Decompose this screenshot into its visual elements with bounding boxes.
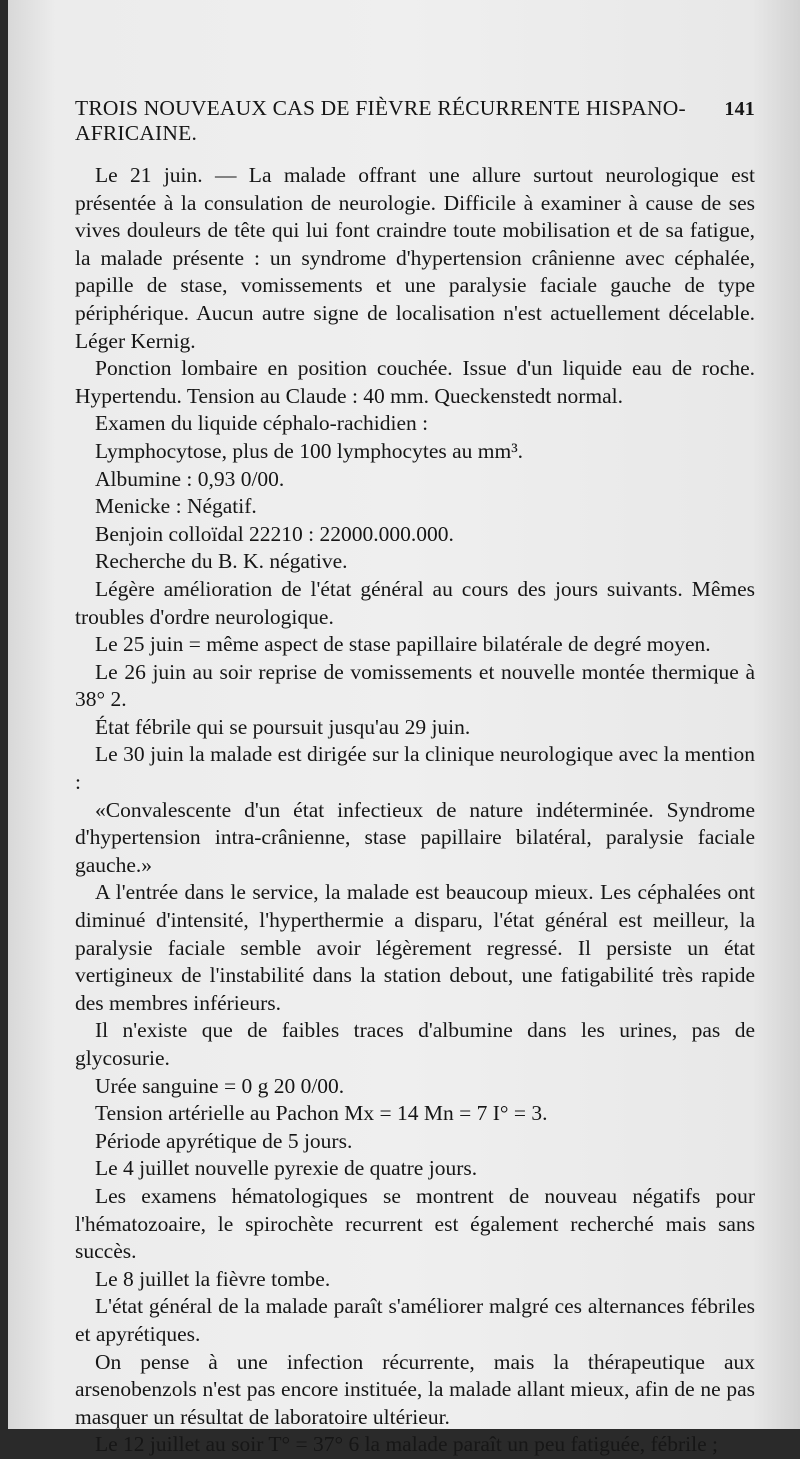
paragraph-25-juin: Le 25 juin = même aspect de stase papillaire bilatérale de degré moyen. [95,632,711,657]
paragraph-uree: Urée sanguine = 0 g 20 0/00. [95,1073,345,1098]
paragraph-8-juillet: Le 8 juillet la fièvre tombe. [95,1266,331,1291]
paragraph-examens-hemato: Les examens hématologiques se montrent de nouveau négatifs pour l'hématozoaire, le spirochète recurrent est également recherché mais sans succès. [75,1183,755,1264]
paragraph-etat-general: L'état général de la malade paraît s'améliorer malgré ces alternances fébriles et apyrétiques. [75,1294,755,1346]
paragraph-amelioration: Légère amélioration de l'état général au cours des jours suivants. Mêmes troubles d'ordre neurologique. [75,576,755,629]
paragraph-etat-febrile: État fébrile qui se poursuit jusqu'au 29 juin. [95,714,471,739]
paragraph-26-juin: Le 26 juin au soir reprise de vomissements et nouvelle montée thermique à 38° 2. [75,659,755,712]
paragraph-lymphocytose: Lymphocytose, plus de 100 lymphocytes au mm³. [95,438,524,463]
paragraph-examen-lcr: Examen du liquide céphalo-rachidien : [95,411,429,436]
body-text [75,162,755,1459]
header-title: TROIS NOUVEAUX CAS DE FIÈVRE RÉCURRENTE HISPANO-AFRICAINE. [75,96,686,145]
paragraph-tension: Tension artérielle au Pachon Mx = 14 Mn = 7 I° = 3. [95,1101,548,1126]
paragraph-albumine: Albumine : 0,93 0/00. [95,466,285,491]
paragraph-periode-apyretique: Période apyrétique de 5 jours. [95,1128,353,1153]
paragraph-4-juillet: Le 4 juillet nouvelle pyrexie de quatre jours. [95,1156,478,1181]
paragraph-menicke: Menicke : Négatif. [95,494,257,519]
paragraph-30-juin: Le 30 juin la malade est dirigée sur la clinique neurologique avec la mention : [75,742,755,795]
paragraph-12-juillet: Le 12 juillet au soir T° = 37° 6 la malade paraît un peu fatiguée, fébrile ; [95,1432,718,1457]
paragraph-infection-recurrente: On pense à une infection récurrente, mais la thérapeutique aux arsenobenzols n'est pas encore instituée, la malade allant mieux, afin de ne pas masquer un résultat de laboratoire ultérieur. [75,1349,755,1429]
page-number: 141 [724,98,755,120]
paragraph-albumine-urines: Il n'existe que de faibles traces d'albumine dans les urines, pas de glycosurie. [75,1018,755,1070]
paragraph-21-juin: Le 21 juin. — La malade offrant une allure surtout neurologique est présentée à la consulation de neurologie. Difficile à examiner à cause de ses vives douleurs de tête qui lui font craindre toute mobilisation et de sa fatigue, la malade présente : un syndrome d'hypertension crânienne avec céphalée, papille de stase, vomissements et une paralysie faciale gauche de type périphérique. Aucun autre signe de localisation n'est actuellement décelable. Léger Kernig. [75,163,755,353]
paragraph-ponction: Ponction lombaire en position couchée. Issue d'un liquide eau de roche. Hypertendu. Tension au Claude : 40 mm. Queckenstedt normal. [75,356,755,408]
paragraph-bk: Recherche du B. K. négative. [95,549,348,574]
document-page [75,96,755,1459]
paragraph-entree-service: A l'entrée dans le service, la malade est beaucoup mieux. Les céphalées ont diminué d'intensité, l'hyperthermie a disparu, l'état général est meilleur, la paralysie faciale semble avoir légèrement regressé. Il persiste un état vertigineux de l'instabilité dans la station debout, une fatigabilité très rapide des membres inférieurs. [75,880,755,1015]
paragraph-mention: «Convalescente d'un état infectieux de nature indéterminée. Syndrome d'hypertension intra-crânienne, stase papillaire bilatéral, paralysie faciale gauche.» [75,797,755,877]
running-header [75,96,755,146]
paragraph-benjoin: Benjoin colloïdal 22210 : 22000.000.000. [95,521,454,546]
